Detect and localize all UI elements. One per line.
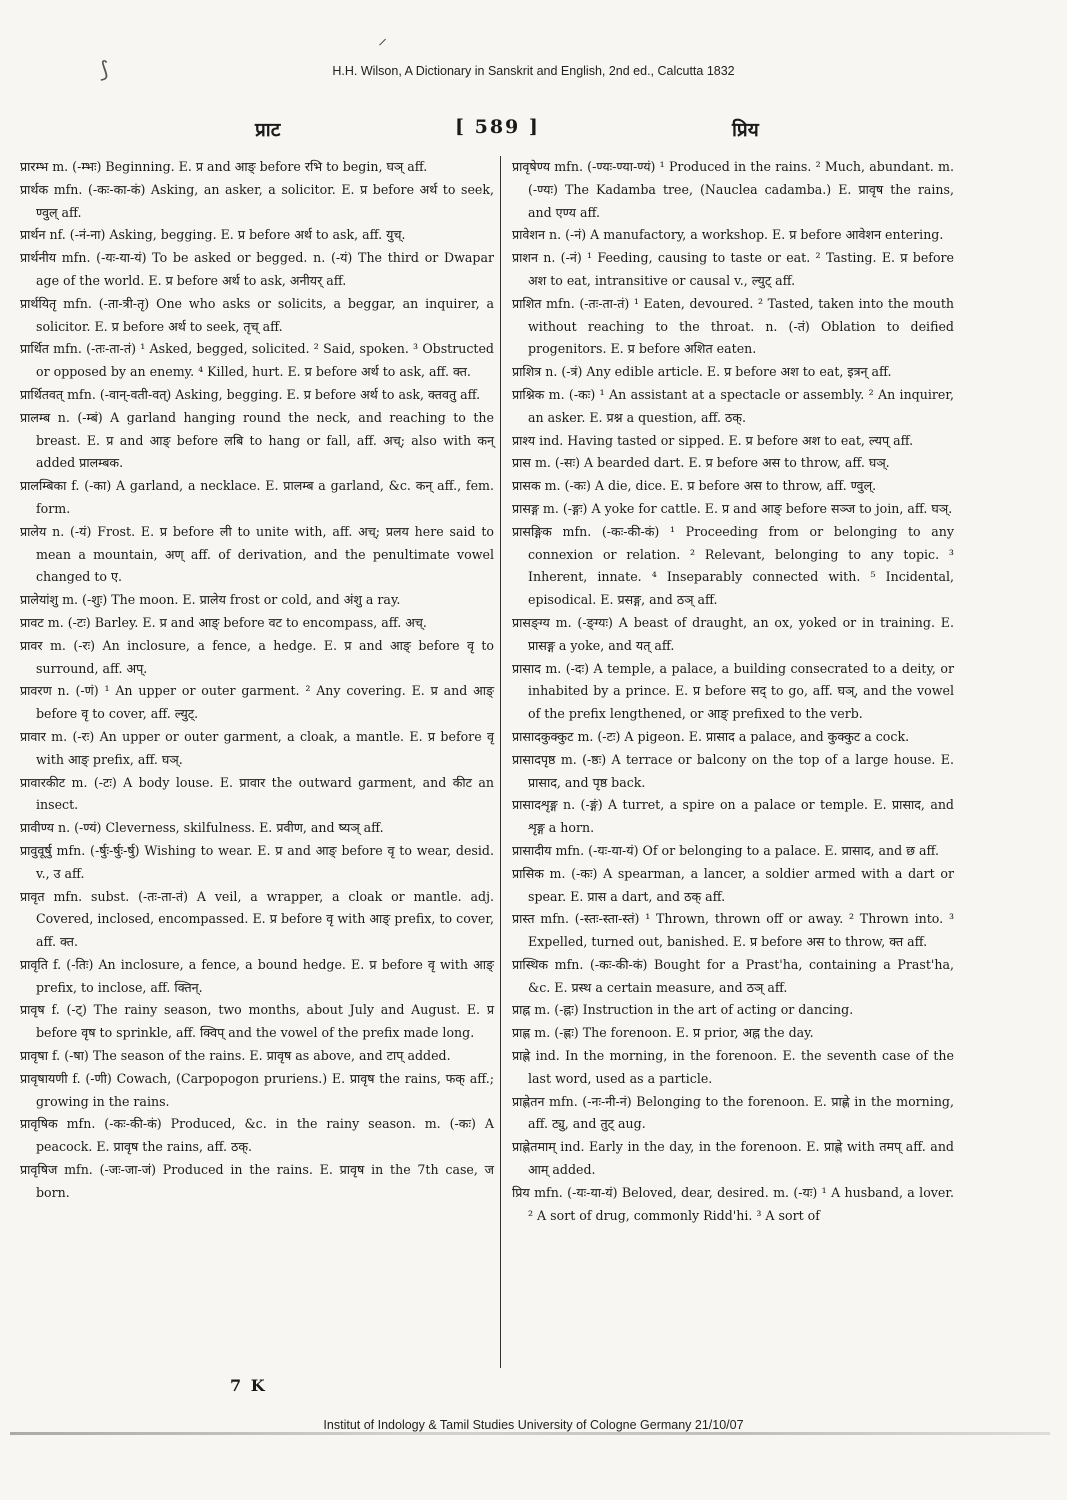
dictionary-entry: प्रासङ्गिक mfn. (-कः-की-कं) ¹ Proceeding from or belonging to any connexion or relation. ² Relevant, belonging to any topic. ³ Inherent, innate. ⁴ Inseparably connected with. ⁵ Incidental, episodical. E. प्रसङ्ग, and ठञ् aff. — [512, 523, 954, 608]
dictionary-entry: प्राश्य ind. Having tasted or sipped. E. प्र before अश to eat, ल्यप् aff. — [512, 432, 914, 448]
dictionary-entry: प्रावेशन n. (-नं) A manufactory, a workshop. E. प्र before आवेशन entering. — [512, 227, 944, 243]
dictionary-entry: प्रावीण्य n. (-ण्यं) Cleverness, skilfulness. E. प्रवीण, and ष्यञ् aff. — [20, 820, 384, 836]
running-head-left: प्राट — [255, 119, 281, 141]
signature-mark: 7 K — [230, 1376, 267, 1395]
dictionary-entry: प्रावृषिज mfn. (-जः-जा-जं) Produced in the rains. E. प्रावृष in the 7th case, ज born. — [20, 1162, 494, 1200]
dictionary-entry: प्रावारकीट m. (-टः) A body louse. E. प्रावार the outward garment, and कीट an insect. — [20, 774, 494, 813]
dictionary-entry: प्रासादपृष्ठ m. (-ष्ठः) A terrace or balcony on the top of a large house. E. प्रासाद, and पृष्ठ back. — [512, 751, 954, 790]
dictionary-entry: प्रावृष f. (-ट्) The rainy season, two months, about July and August. E. प्र before वृष to sprinkle, aff. क्विप् and the vowel of the prefix made long. — [20, 1002, 494, 1041]
dictionary-entry: प्रावरण n. (-णं) ¹ An upper or outer garment. ² Any covering. E. प्र and आङ् before वृ to cover, aff. ल्युट्. — [20, 683, 494, 722]
dictionary-entry: प्रावृति f. (-तिः) An inclosure, a fence, a bound hedge. E. प्र before वृ with आङ् prefix, to inclose, aff. क्तिन्. — [20, 956, 494, 995]
dictionary-entry: प्रालम्ब n. (-म्बं) A garland hanging round the neck, and reaching to the breast. E. प्र and आङ् before लबि to hang or fall, aff. अच्; also with कन् added प्रालम्बक. — [20, 409, 494, 471]
dictionary-entry: प्रासाद m. (-दः) A temple, a palace, a building consecrated to a deity, or inhabited by a prince. E. प्र before सद् to go, aff. घञ्, and the vowel of the prefix lengthened, or आङ् prefixed to the verb. — [512, 660, 954, 722]
source-line: H.H. Wilson, A Dictionary in Sanskrit and English, 2nd ed., Calcutta 1832 — [332, 64, 735, 78]
dictionary-entry: प्राह्णेतमाम् ind. Early in the day, in the forenoon. E. प्राह्णे with तमप् aff. and आम् added. — [512, 1139, 954, 1178]
dictionary-entry: प्रालेयांशु m. (-शुः) The moon. E. प्रालेय frost or cold, and अंशु a ray. — [20, 592, 401, 608]
dictionary-entry: प्राह्णे ind. In the morning, in the forenoon. E. the seventh case of the last word, used as a particle. — [512, 1048, 954, 1086]
dictionary-entry: प्रास्थिक mfn. (-कः-की-कं) Bought for a Prast'ha, containing a Prast'ha, &c. E. प्रस्थ a certain measure, and ठञ् aff. — [512, 956, 954, 995]
dictionary-entry: प्राह्णेतन mfn. (-नः-नी-नं) Belonging to the forenoon. E. प्राह्णे in the morning, aff. ट्यु, and तुट् aug. — [512, 1093, 954, 1132]
dictionary-entry: प्राशित्र n. (-त्रं) Any edible article. E. प्र before अश to eat, इत्रन् aff. — [512, 364, 892, 380]
dictionary-entry: प्रालम्बिका f. (-का) A garland, a necklace. E. प्रालम्ब a garland, &c. कन् aff., fem. form. — [20, 478, 494, 516]
dictionary-entry: प्राह्न m. (-ह्नः) Instruction in the art of acting or dancing. — [512, 1002, 854, 1018]
dictionary-entry: प्राश्निक m. (-कः) ¹ An assistant at a spectacle or assembly. ² An inquirer, an asker. E. प्रश्न a question, aff. ठक्. — [512, 386, 954, 425]
dictionary-entry: प्रार्थनीय mfn. (-यः-या-यं) To be asked or begged. n. (-यं) The third or Dwapar age of the world. E. प्र before अर्थ to ask, अनीयर् aff. — [20, 250, 494, 288]
dictionary-entry: प्रावर m. (-रः) An inclosure, a fence, a hedge. E. प्र and आङ् before वृ to surround, aff. अप्. — [20, 637, 494, 676]
dictionary-entry: प्रिय mfn. (-यः-या-यं) Beloved, dear, desired. m. (-यः) ¹ A husband, a lover. ² A sort of drug, commonly Ridd'hi. ³ A sort of — [512, 1184, 954, 1223]
scan-mark: ⟆ — [100, 58, 109, 83]
dictionary-entry: प्राह्ण m. (-ह्णः) The forenoon. E. प्र prior, अह्न the day. — [512, 1025, 814, 1041]
dictionary-entry: प्रास m. (-सः) A bearded dart. E. प्र before अस to throw, aff. घञ्. — [512, 455, 890, 471]
scan-mark: ⸝ — [378, 28, 387, 49]
dictionary-entry: प्रास्त mfn. (-स्तः-स्ता-स्तं) ¹ Thrown, thrown off or away. ² Thrown into. ³ Expelled, turned out, banished. E. प्र before अस to throw, क्त aff. — [512, 911, 954, 950]
left-column — [20, 156, 494, 1205]
footer-line: Institut of Indology & Tamil Studies University of Cologne Germany 21/10/07 — [323, 1418, 744, 1432]
dictionary-entry: प्रासादशृङ्ग n. (-ङ्गं) A turret, a spire on a palace or temple. E. प्रासाद, and शृङ्ग a horn. — [512, 797, 954, 836]
right-column — [512, 156, 954, 1227]
dictionary-entry: प्रावार m. (-रः) An upper or outer garment, a cloak, a mantle. E. प्र before वृ with आङ् prefix, aff. घञ्. — [20, 728, 494, 767]
dictionary-entry: प्रावृषा f. (-षा) The season of the rains. E. प्रावृष as above, and टाप् added. — [20, 1048, 451, 1064]
dictionary-entry: प्रार्थयितृ mfn. (-ता-त्री-तृ) One who asks or solicits, a beggar, an inquirer, a solicitor. E. प्र before अर्थ to seek, तृच् aff. — [20, 295, 494, 334]
dictionary-entry: प्रार्थक mfn. (-कः-का-कं) Asking, an asker, a solicitor. E. प्र before अर्थ to seek, ण्वुल् aff. — [20, 181, 494, 220]
dictionary-entry: प्रासङ्ग्य m. (-ङ्ग्यः) A beast of draught, an ox, yoked or in training. E. प्रासङ्ग a yoke, and यत् aff. — [512, 614, 954, 653]
column-divider — [500, 156, 501, 1368]
dictionary-entry: प्रासादकुक्कुट m. (-टः) A pigeon. E. प्रासाद a palace, and कुक्कुट a cock. — [512, 728, 910, 744]
dictionary-entry: प्रावृत mfn. subst. (-तः-ता-तं) A veil, a wrapper, a cloak or mantle. adj. Covered, inclosed, encompassed. E. प्र before वृ with आङ् prefix, to cover, aff. क्त. — [20, 888, 494, 950]
dictionary-entry: प्रारम्भ m. (-म्भः) Beginning. E. प्र and आङ् before रभि to begin, घञ् aff. — [20, 159, 428, 174]
dictionary-entry: प्रासक m. (-कः) A die, dice. E. प्र before अस to throw, aff. ण्वुल्. — [512, 478, 877, 494]
dictionary-entry: प्रार्थित mfn. (-तः-ता-तं) ¹ Asked, begged, solicited. ² Said, spoken. ³ Obstructed or opposed by an enemy. ⁴ Killed, hurt. E. प्र before अर्थ to ask, aff. क्त. — [20, 341, 494, 380]
scan-streak — [10, 1432, 1050, 1435]
dictionary-entry: प्राशित mfn. (-तः-ता-तं) ¹ Eaten, devoured. ² Tasted, taken into the mouth without reaching to the throat. n. (-तं) Oblation to deified progenitors. E. प्र before अशित eaten. — [512, 295, 954, 357]
page-number: [ 589 ] — [455, 116, 540, 138]
dictionary-entry: प्रासादीय mfn. (-यः-या-यं) Of or belonging to a palace. E. प्रासाद, and छ aff. — [512, 842, 939, 858]
dictionary-entry: प्राशन n. (-नं) ¹ Feeding, causing to taste or eat. ² Tasting. E. प्र before अश to eat, intransitive or causal v., ल्युट् aff. — [512, 250, 954, 288]
running-head-right: प्रिय — [732, 119, 759, 141]
dictionary-entry: प्रासङ्ग m. (-ङ्गः) A yoke for cattle. E. प्र and आङ् before सञ्ज to join, aff. घञ्. — [512, 500, 953, 516]
dictionary-entry: प्रार्थन nf. (-नं-ना) Asking, begging. E. प्र before अर्थ to ask, aff. युच्. — [20, 227, 406, 243]
dictionary-entry: प्रावट m. (-टः) Barley. E. प्र and आङ् before वट to encompass, aff. अच्. — [20, 614, 427, 630]
dictionary-entry: प्रासिक m. (-कः) A spearman, a lancer, a soldier armed with a dart or spear. E. प्रास a dart, and ठक् aff. — [512, 865, 954, 904]
dictionary-entry: प्रावृषेण्य mfn. (-ण्यः-ण्या-ण्यं) ¹ Produced in the rains. ² Much, abundant. m. (-ण्यः) The Kadamba tree, (Nauclea cadamba.) E. प्रावृष the rains, and एण्य aff. — [512, 159, 954, 220]
dictionary-entry: प्रावुवूर्षु mfn. (-र्षुः-र्षुः-र्षु) Wishing to wear. E. प्र and आङ् before वृ to wear, desid. v., उ aff. — [20, 842, 494, 881]
dictionary-entry: प्रावृषिक mfn. (-कः-की-कं) Produced, &c. in the rainy season. m. (-कः) A peacock. E. प्रावृष the rains, aff. ठक्. — [20, 1116, 494, 1155]
dictionary-entry: प्रावृषायणी f. (-णी) Cowach, (Carpopogon pruriens.) E. प्रावृष the rains, फक् aff.; growing in the rains. — [20, 1070, 494, 1109]
dictionary-entry: प्रार्थितवत् mfn. (-वान्-वती-वत्) Asking, begging. E. प्र before अर्थ to ask, क्तवतु aff. — [20, 386, 481, 402]
running-head — [0, 116, 1067, 146]
dictionary-entry: प्रालेय n. (-यं) Frost. E. प्र before ली to unite with, aff. अच्; प्रलय here said to mean a mountain, अण् aff. of derivation, and the penultimate vowel changed to ए. — [20, 523, 494, 585]
